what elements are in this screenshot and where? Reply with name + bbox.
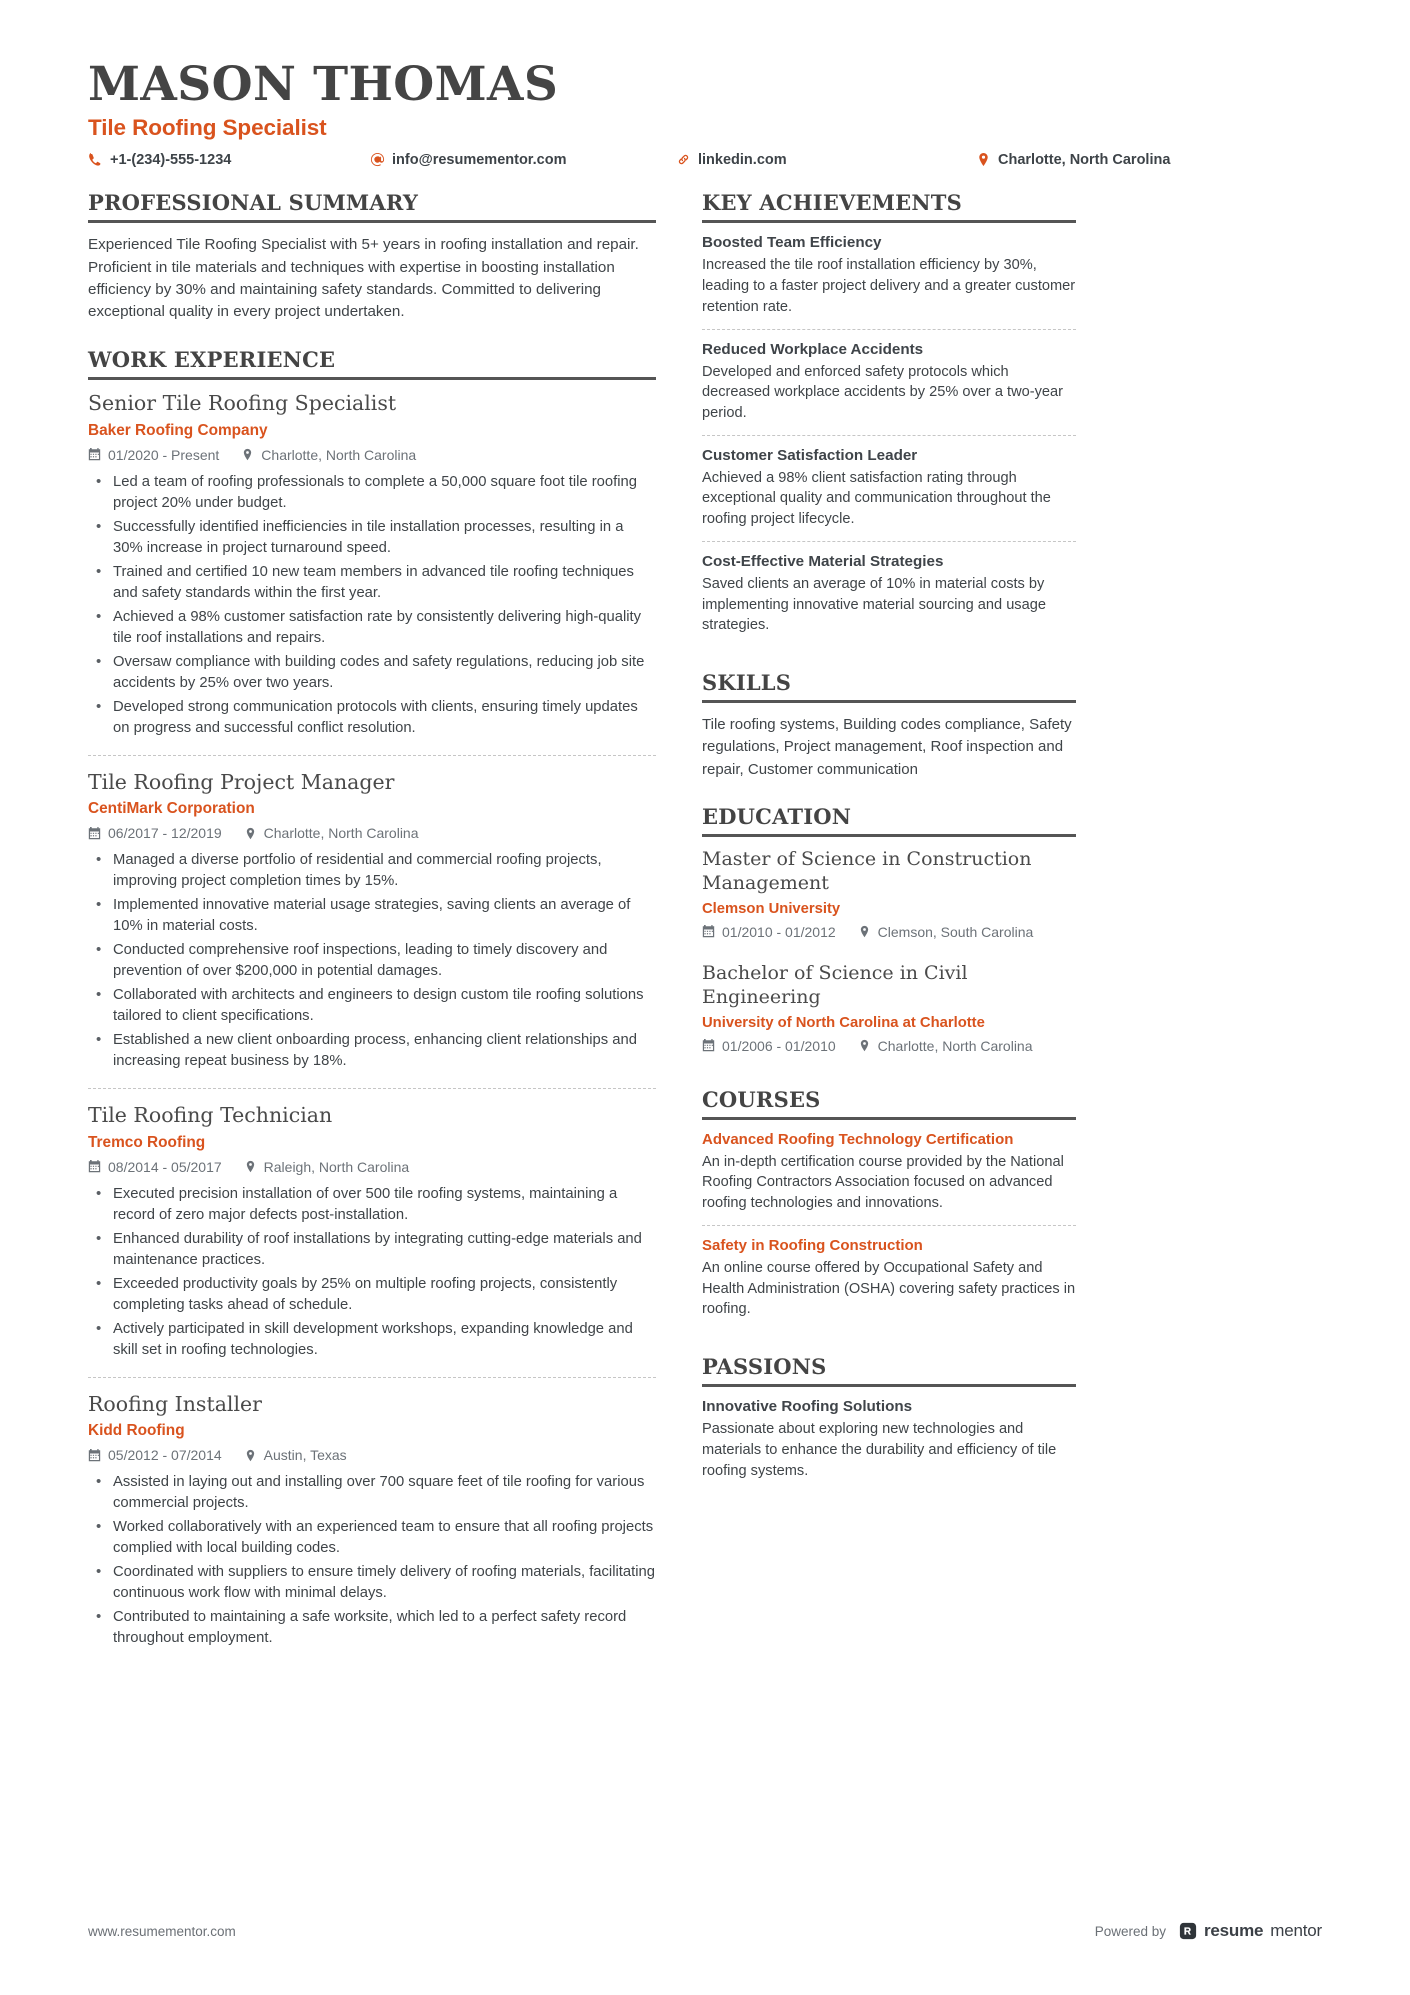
job-bullets	[88, 472, 656, 739]
job-company: Tremco Roofing	[88, 1133, 206, 1151]
job-bullet: • Achieved a 98% customer satisfaction rate by consistently delivering high-quality tile roof installations and repairs.	[88, 607, 656, 649]
job-dates	[88, 1159, 222, 1175]
job-entry	[88, 1377, 656, 1666]
job-bullet: • Exceeded productivity goals by 25% on multiple roofing projects, consistently completing tasks ahead of schedule.	[88, 1274, 656, 1316]
section-heading-work-experience: WORK EXPERIENCE	[88, 348, 656, 380]
professional-summary-text: Experienced Tile Roofing Specialist with 5+ years in roofing installation and repair. Proficient in tile materials and techniques with expertise in boosting installation efficiency by 30% and maintaining safety standards. Committed to delivering exceptional quality in every project undertaken.	[88, 236, 639, 321]
education-dates	[702, 924, 836, 940]
contact-location-text: Charlotte, North Carolina	[998, 151, 1171, 168]
job-bullet: • Managed a diverse portfolio of residential and commercial roofing projects, improving project completion times by 15%.	[88, 850, 656, 892]
achievement-description: Increased the tile roof installation efficiency by 30%, leading to a faster project delivery and a greater customer retention rate.	[702, 257, 1076, 315]
education-school: Clemson University	[702, 900, 841, 917]
calendar-icon	[88, 827, 101, 840]
education-item	[702, 848, 1076, 950]
job-location	[244, 1159, 410, 1175]
job-bullet: • Enhanced durability of roof installations by integrating cutting-edge materials and maintenance practices.	[88, 1229, 656, 1271]
location-pin-icon	[244, 827, 257, 840]
job-bullet: • Contributed to maintaining a safe worksite, which led to a perfect safety record throughout employment.	[88, 1607, 656, 1649]
page-footer	[88, 1921, 1322, 1941]
education-dates	[702, 1038, 836, 1054]
job-bullet: • Successfully identified inefficiencies in tile installation processes, resulting in a 30% increase in project turnaround speed.	[88, 517, 656, 559]
location-pin-icon	[976, 152, 991, 167]
job-location	[244, 825, 419, 841]
job-bullet: • Actively participated in skill development workshops, expanding knowledge and skill set in roofing technologies.	[88, 1319, 656, 1361]
education-item	[702, 950, 1076, 1064]
job-bullet: • Implemented innovative material usage strategies, saving clients an average of 10% in material costs.	[88, 895, 656, 937]
footer-branding	[1095, 1921, 1322, 1941]
brand-name-bold: resume	[1204, 1921, 1264, 1940]
left-column	[88, 191, 656, 1689]
course-description: An online course offered by Occupational Safety and Health Administration (OSHA) covering safety practices in roofing.	[702, 1259, 1076, 1318]
calendar-icon	[88, 1449, 101, 1462]
logo-mark-icon	[1179, 1922, 1197, 1940]
job-dates	[88, 825, 222, 841]
education-location-text: Charlotte, North Carolina	[877, 1037, 1033, 1054]
education-dates-text: 01/2006 - 01/2010	[722, 1037, 836, 1054]
achievement-title: Cost-Effective Material Strategies	[702, 552, 944, 570]
achievement-title: Boosted Team Efficiency	[702, 234, 882, 252]
job-dates	[88, 1447, 222, 1463]
education-dates-text: 01/2010 - 01/2012	[722, 923, 836, 940]
achievement-title: Customer Satisfaction Leader	[702, 446, 918, 464]
section-heading-key-achievements: KEY ACHIEVEMENTS	[702, 191, 1076, 223]
contact-row	[88, 149, 1322, 171]
job-bullet: • Worked collaboratively with an experienced team to ensure that all roofing projects complied with local building codes.	[88, 1517, 656, 1559]
job-dates	[88, 447, 219, 463]
location-pin-icon	[241, 448, 254, 461]
passion-title: Innovative Roofing Solutions	[702, 1398, 913, 1416]
contact-link[interactable]	[676, 149, 976, 171]
job-bullet: • Trained and certified 10 new team members in advanced tile roofing techniques and safety standards within the first year.	[88, 562, 656, 604]
job-bullet: • Led a team of roofing professionals to complete a 50,000 square foot tile roofing project 20% under budget.	[88, 472, 656, 514]
education-location-text: Clemson, South Carolina	[877, 923, 1034, 940]
achievement-description: Saved clients an average of 10% in material costs by implementing innovative material sourcing and usage strategies.	[702, 575, 1046, 634]
achievement-title: Reduced Workplace Accidents	[702, 340, 924, 358]
job-role: Roofing Installer	[88, 1391, 262, 1416]
contact-phone[interactable]	[88, 149, 370, 171]
contact-email[interactable]	[370, 149, 676, 171]
job-role: Tile Roofing Technician	[88, 1103, 333, 1128]
job-location-text: Charlotte, North Carolina	[261, 446, 417, 463]
location-pin-icon	[244, 1449, 257, 1462]
job-entry	[88, 391, 656, 755]
job-company: Kidd Roofing	[88, 1422, 185, 1440]
course-description: An in-depth certification course provided by the National Roofing Contractors Association focused on advanced roofing technologies and innovations.	[702, 1153, 1064, 1212]
job-bullets	[88, 850, 656, 1072]
course-item	[702, 1225, 1076, 1331]
skills-list: Tile roofing systems, Building codes compliance, Safety regulations, Project management, Roof inspection and repair, Customer communication	[702, 716, 1072, 778]
job-company: CentiMark Corporation	[88, 800, 255, 818]
section-heading-skills: SKILLS	[702, 671, 1076, 703]
job-location-text: Austin, Texas	[263, 1447, 347, 1464]
resume-header	[88, 57, 1322, 171]
job-bullets	[88, 1472, 656, 1649]
job-location	[241, 447, 416, 463]
job-bullet: • Established a new client onboarding process, enhancing client relationships and increasing repeat business by 18%.	[88, 1030, 656, 1072]
course-title: Safety in Roofing Construction	[702, 1236, 923, 1254]
section-skills	[702, 671, 1076, 781]
job-entry	[88, 755, 656, 1089]
job-meta	[88, 447, 656, 463]
footer-website[interactable]: www.resumementor.com	[88, 1923, 236, 1939]
achievement-item	[702, 435, 1076, 541]
calendar-icon	[702, 1039, 715, 1052]
contact-email-text: info@resumementor.com	[392, 151, 567, 168]
job-dates-text: 05/2012 - 07/2014	[108, 1447, 222, 1464]
course-item	[702, 1131, 1076, 1225]
job-dates-text: 01/2020 - Present	[108, 446, 220, 463]
calendar-icon	[702, 925, 715, 938]
education-meta	[702, 924, 1076, 940]
section-professional-summary	[88, 191, 656, 324]
location-pin-icon	[858, 1039, 871, 1052]
phone-icon	[88, 152, 103, 167]
job-meta	[88, 1447, 656, 1463]
passion-item	[702, 1398, 1076, 1492]
achievement-description: Developed and enforced safety protocols which decreased workplace accidents by 25% over a two-year period.	[702, 363, 1063, 421]
job-bullet: • Oversaw compliance with building codes and safety regulations, reducing job site accidents by 25% over two years.	[88, 652, 656, 694]
education-location	[858, 1038, 1033, 1054]
section-heading-education: EDUCATION	[702, 805, 1076, 837]
education-degree: Master of Science in Construction Management	[702, 847, 1032, 894]
candidate-name: MASON THOMAS	[88, 57, 559, 112]
location-pin-icon	[244, 1160, 257, 1173]
contact-phone-text: +1-(234)-555-1234	[110, 151, 232, 168]
contact-location[interactable]	[976, 149, 1258, 171]
job-meta	[88, 1159, 656, 1175]
achievement-description: Achieved a 98% client satisfaction rating through exceptional quality and communication throughout the roofing project lifecycle.	[702, 469, 1051, 528]
job-dates-text: 08/2014 - 05/2017	[108, 1158, 222, 1175]
section-heading-passions: PASSIONS	[702, 1355, 1076, 1387]
section-heading-courses: COURSES	[702, 1088, 1076, 1120]
section-work-experience	[88, 348, 656, 1666]
education-location	[858, 924, 1034, 940]
education-school: University of North Carolina at Charlotte	[702, 1014, 985, 1031]
achievement-item	[702, 234, 1076, 328]
achievement-item	[702, 329, 1076, 435]
section-heading-professional-summary: PROFESSIONAL SUMMARY	[88, 191, 656, 223]
section-courses	[702, 1088, 1076, 1331]
job-location-text: Charlotte, North Carolina	[263, 825, 419, 842]
candidate-job-title: Tile Roofing Specialist	[88, 114, 327, 140]
job-entry	[88, 1088, 656, 1377]
section-key-achievements	[702, 191, 1076, 647]
job-bullet: • Collaborated with architects and engineers to design custom tile roofing solutions tailored to client specifications.	[88, 985, 656, 1027]
calendar-icon	[88, 448, 101, 461]
job-bullet: • Developed strong communication protocols with clients, ensuring timely updates on progress and successful conflict resolution.	[88, 697, 656, 739]
location-pin-icon	[858, 925, 871, 938]
powered-by-label: Powered by	[1094, 1923, 1166, 1939]
education-degree: Bachelor of Science in Civil Engineering	[702, 961, 968, 1008]
resume-columns	[88, 191, 1322, 1689]
job-bullet: • Executed precision installation of over 500 tile roofing systems, maintaining a record of zero major defects post-installation.	[88, 1184, 656, 1226]
job-location-text: Raleigh, North Carolina	[263, 1158, 410, 1175]
job-bullets	[88, 1184, 656, 1361]
job-location	[244, 1447, 347, 1463]
job-meta	[88, 825, 656, 841]
contact-link-text: linkedin.com	[698, 151, 787, 168]
link-icon	[676, 152, 691, 167]
job-company: Baker Roofing Company	[88, 421, 268, 439]
right-column	[702, 191, 1076, 1689]
job-dates-text: 06/2017 - 12/2019	[108, 825, 222, 842]
achievement-item	[702, 541, 1076, 647]
section-passions	[702, 1355, 1076, 1492]
resumementor-logo	[1179, 1921, 1322, 1941]
course-title: Advanced Roofing Technology Certification	[702, 1130, 1014, 1148]
job-bullet: • Coordinated with suppliers to ensure timely delivery of roofing materials, facilitating continuous work flow with minimal delays.	[88, 1562, 656, 1604]
job-role: Tile Roofing Project Manager	[88, 769, 395, 794]
job-role: Senior Tile Roofing Specialist	[88, 390, 397, 415]
section-education	[702, 805, 1076, 1064]
brand-name-light: mentor	[1270, 1921, 1322, 1940]
job-bullet: • Assisted in laying out and installing over 700 square feet of tile roofing for various commercial projects.	[88, 1472, 656, 1514]
passion-description: Passionate about exploring new technologies and materials to enhance the durability and efficiency of tile roofing systems.	[702, 1421, 1057, 1479]
calendar-icon	[88, 1160, 101, 1173]
job-bullet: • Conducted comprehensive roof inspections, leading to timely discovery and prevention of over $200,000 in potential damages.	[88, 940, 656, 982]
education-meta	[702, 1038, 1076, 1054]
at-icon	[370, 152, 385, 167]
